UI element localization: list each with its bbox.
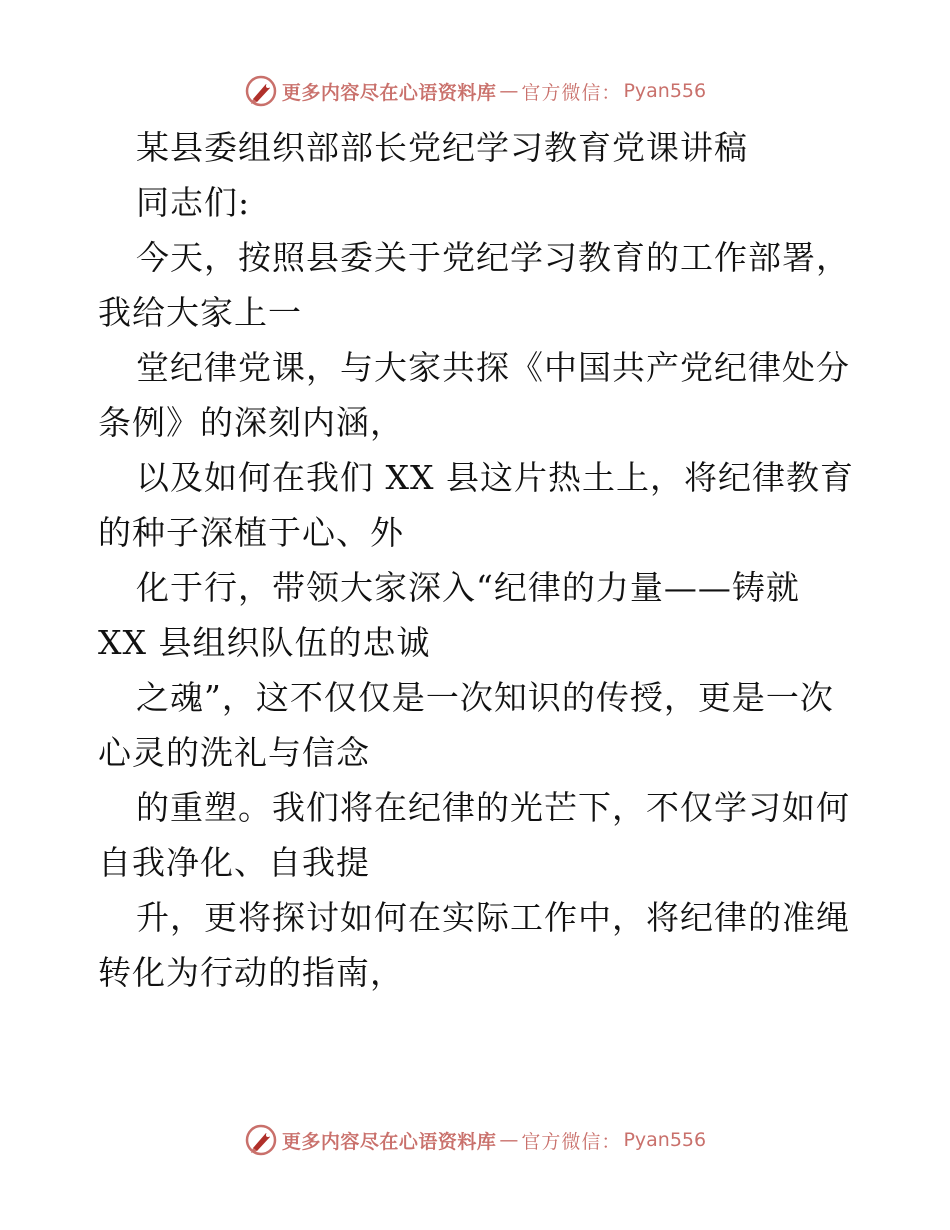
watermark-wechat-id: Pyan556 (623, 1129, 707, 1151)
paragraph-line: 之魂”，这不仅仅是一次知识的传授，更是一次 (136, 678, 834, 717)
paragraph-line: 的种子深植于心、外 (98, 513, 404, 552)
salutation: 同志们: (136, 183, 251, 222)
paragraph-line: 心灵的洗礼与信念 (98, 733, 370, 772)
paragraph-line: 自我净化、自我提 (98, 843, 370, 882)
paragraph-line: 的重塑。我们将在纪律的光芒下，不仅学习如何 (136, 788, 850, 827)
pen-logo-icon (244, 74, 278, 108)
watermark-title: 更多内容尽在心语资料库 (281, 81, 497, 104)
watermark-separator: — (499, 80, 519, 102)
watermark-separator: — (499, 1129, 519, 1151)
paragraph-line: 条例》的深刻内涵， (98, 403, 404, 442)
paragraph-line: 我给大家上一 (98, 293, 302, 332)
watermark-wechat-label: 官方微信： (521, 1130, 622, 1153)
paragraph-line: 升，更将探讨如何在实际工作中，将纪律的准绳 (136, 898, 850, 937)
watermark-title: 更多内容尽在心语资料库 (281, 1130, 497, 1153)
watermark-wechat-label: 官方微信： (521, 81, 622, 104)
header-watermark (0, 71, 950, 111)
paragraph-line: 堂纪律党课，与大家共探《中国共产党纪律处分 (136, 348, 850, 387)
footer-watermark (0, 1120, 950, 1160)
watermark-wechat-id: Pyan556 (623, 80, 707, 102)
document-title: 某县委组织部部长党纪学习教育党课讲稿 (136, 128, 748, 167)
paragraph-line: XX 县组织队伍的忠诚 (98, 623, 431, 662)
paragraph-line: 化于行，带领大家深入“纪律的力量——铸就 (136, 568, 800, 607)
document-body (98, 120, 858, 1000)
pen-logo-icon (244, 1123, 278, 1157)
paragraph-line: 以及如何在我们 XX 县这片热土上，将纪律教育 (136, 458, 854, 497)
paragraph-line: 转化为行动的指南， (98, 953, 404, 992)
paragraph-line: 今天，按照县委关于党纪学习教育的工作部署， (136, 238, 850, 277)
